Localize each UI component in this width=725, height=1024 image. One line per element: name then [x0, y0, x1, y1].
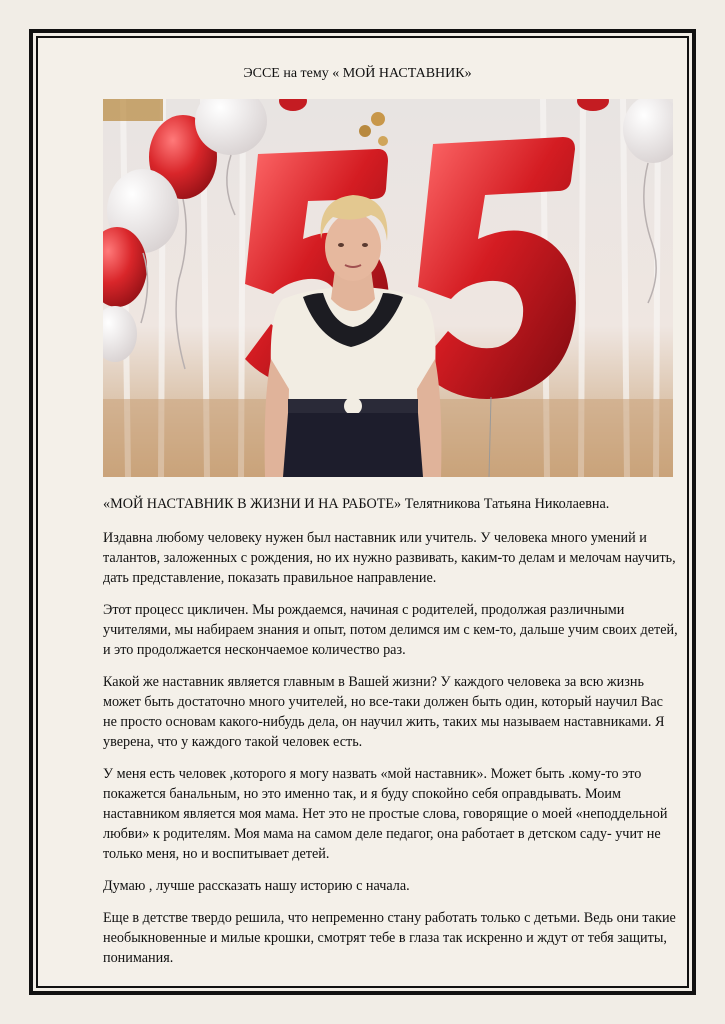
paragraph: Думаю , лучше рассказать нашу историю с начала. [103, 878, 410, 894]
essay-title: ЭССЕ на тему « МОЙ НАСТАВНИК» [243, 66, 472, 81]
photo-woman-with-55-balloons [103, 99, 673, 477]
essay-body [103, 494, 678, 980]
paragraph: У меня есть человек ,которого я могу назвать «мой наставник». Может быть .кому-то это покажется банальным, но это именно так, и я буду спокойно себя оправдывать. Моим наставником является моя мама. Нет это не простые слова, говорящие о моей «неподдельной любви» к родителям. Моя мама на самом деле педагог, она работает в детском саду- учит не только меня, но и воспитывает детей. [103, 766, 668, 862]
paragraph: Этот процесс цикличен. Мы рождаемся, начиная с родителей, продолжая различными учителями, мы набираем знания и опыт, потом делимся им с кем-то, дальше учим своих детей, и это продолжается нескончаемое количество раз. [103, 602, 678, 658]
paragraph: Какой же наставник является главным в Вашей жизни? У каждого человека за всю жизнь может быть достаточно много учителей, но все-таки должен быть один, который научил Вас не просто основам какого-нибудь дела, он научил жить, таких мы называем наставниками. Я уверена, что у каждого такой человек есть. [103, 674, 665, 750]
paragraph: Еще в детстве твердо решила, что непременно стану работать только с детьми. Ведь они такие необыкновенные и милые крошки, смотрят тебе в глаза так искренно и ждут от тебя защиты, понимания. [103, 910, 676, 966]
essay-subtitle: «МОЙ НАСТАВНИК В ЖИЗНИ И НА РАБОТЕ» Телятникова Татьяна Николаевна. [103, 496, 610, 512]
paragraph: Издавна любому человеку нужен был наставник или учитель. У человека много умений и талантов, заложенных с рождения, но их нужно развивать, каким-то делам и мелочам научить, дать представление, показать правильное направление. [103, 530, 676, 586]
